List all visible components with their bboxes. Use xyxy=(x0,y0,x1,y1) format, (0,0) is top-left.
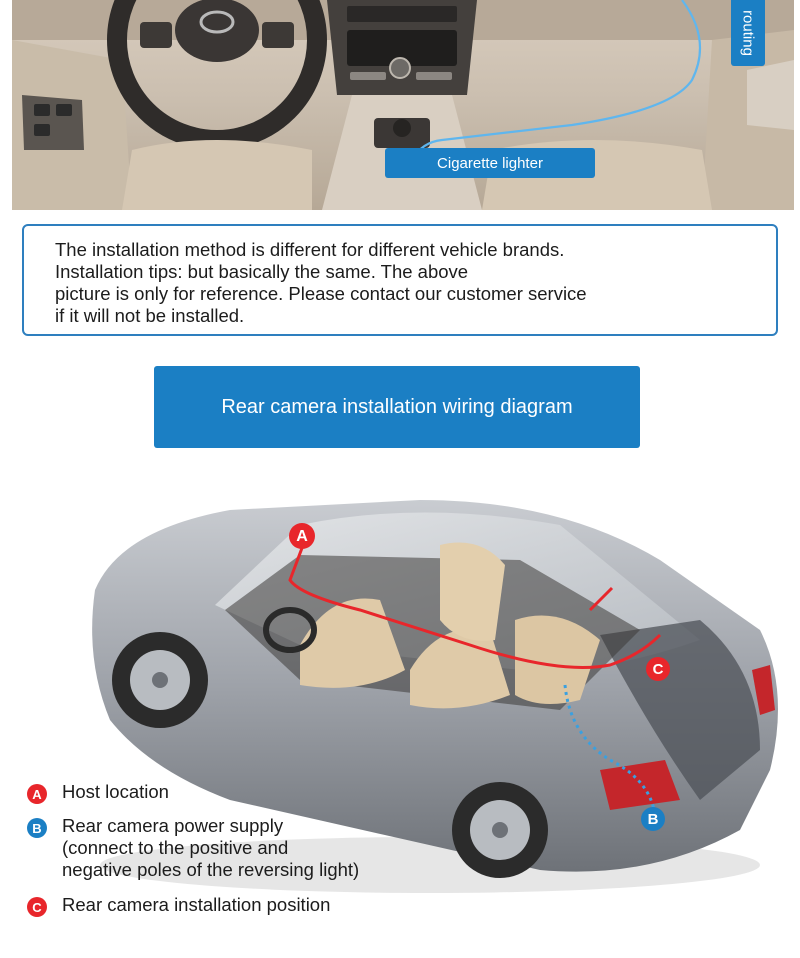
routing-tag xyxy=(731,0,765,66)
notice-line: The installation method is different for different vehicle brands. xyxy=(55,239,565,260)
legend-installation-position xyxy=(27,894,330,917)
marker-a-label: A xyxy=(296,528,308,545)
installation-notice xyxy=(22,224,778,336)
cigarette-lighter-tag: Cigarette lighter xyxy=(385,148,595,178)
legend-line: Rear camera installation position xyxy=(62,894,331,915)
legend-host-location xyxy=(27,781,169,804)
legend-badge-a: A xyxy=(27,784,47,804)
marker-c-label: C xyxy=(652,661,664,678)
routing-tag-label: routing xyxy=(739,10,757,56)
notice-line: if it will not be installed. xyxy=(55,305,245,326)
car-interior-illustration xyxy=(12,0,794,210)
legend-badge-c: C xyxy=(27,897,47,917)
legend-line: negative poles of the reversing light) xyxy=(62,859,360,880)
legend-line: (connect to the positive and xyxy=(62,837,289,858)
wiring-diagram-banner: Rear camera installation wiring diagram xyxy=(154,366,640,448)
legend-power-supply xyxy=(27,815,359,881)
legend-badge-b: B xyxy=(27,818,47,838)
interior-photo xyxy=(12,0,794,210)
legend-line: Host location xyxy=(62,781,169,802)
marker-b-label: B xyxy=(647,811,659,828)
notice-line: Installation tips: but basically the same. The above xyxy=(55,261,469,282)
notice-line: picture is only for reference. Please contact our customer service xyxy=(55,283,587,304)
legend-line: Rear camera power supply xyxy=(62,815,284,836)
